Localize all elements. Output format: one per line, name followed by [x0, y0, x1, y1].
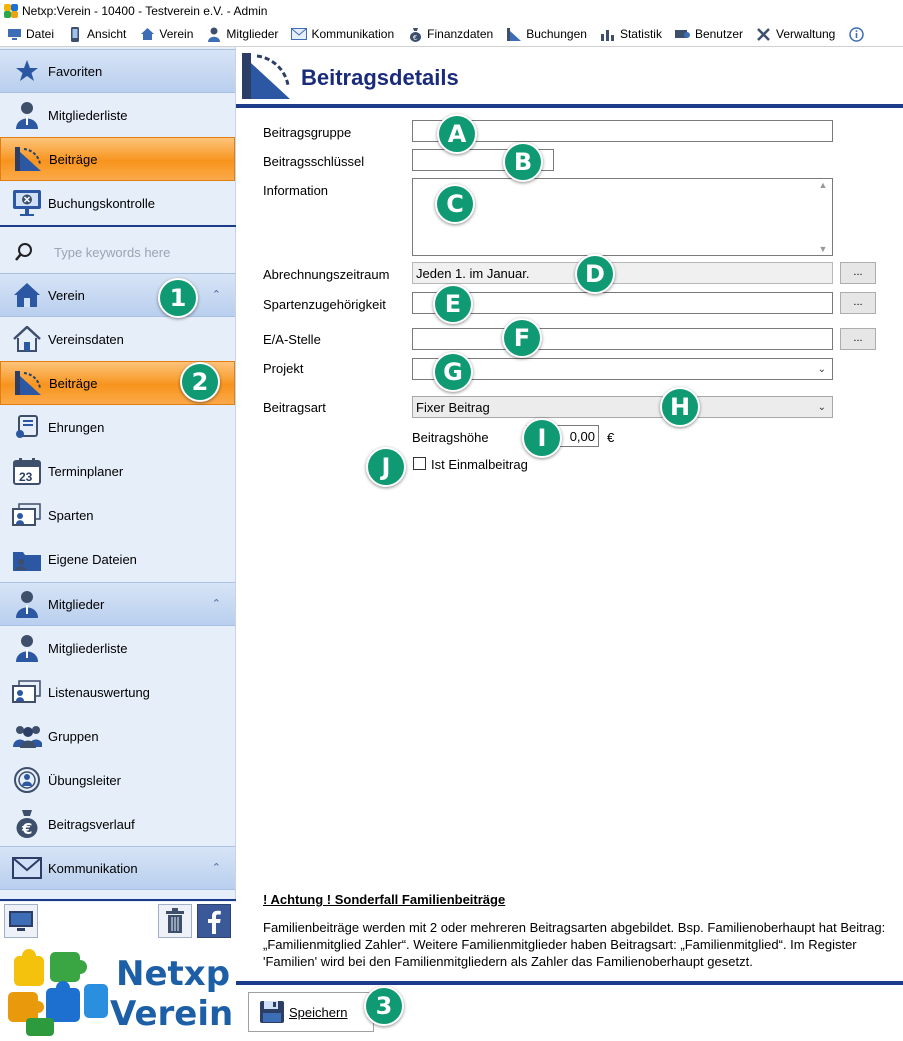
person-icon: [206, 26, 222, 42]
annotation-badge-3: 3: [364, 986, 404, 1026]
monitor-icon: [8, 910, 34, 932]
save-button[interactable]: Speichern: [248, 992, 374, 1032]
sidebar-item-fav-buchungskontrolle[interactable]: Buchungskontrolle: [0, 181, 235, 225]
abrechnungszeitraum-browse-button[interactable]: ...: [840, 262, 876, 284]
menu-bar: [0, 22, 903, 47]
users-icon: [675, 26, 691, 42]
search-icon: [14, 242, 34, 262]
label-projekt: Projekt: [263, 361, 304, 376]
scroll-down-icon[interactable]: ▼: [818, 244, 828, 254]
sidebar-item-fav-beitraege[interactable]: Beiträge: [0, 137, 235, 181]
trash-icon: [165, 908, 185, 934]
calendar-icon: [12, 456, 42, 486]
einmalbeitrag-checkbox[interactable]: [413, 457, 426, 470]
label-abrechnungszeitraum: Abrechnungszeitraum: [263, 267, 390, 282]
sidebar-item-terminplaner[interactable]: 23 Terminplaner: [0, 449, 235, 493]
home-outline-icon: [12, 324, 42, 354]
menu-buchungen[interactable]: Buchungen: [506, 26, 587, 42]
header-rule: [236, 104, 903, 108]
sidebar-section-kommunikation[interactable]: Kommunikation ⌃: [0, 846, 235, 890]
sidebar-item-beitragsverlauf[interactable]: € Beitragsverlauf: [0, 802, 235, 846]
label-beitragshoehe: Beitragshöhe: [412, 430, 489, 445]
menu-mitglieder[interactable]: Mitglieder: [206, 26, 278, 42]
facebook-button[interactable]: [197, 904, 231, 938]
money-bag-icon: [407, 26, 423, 42]
bar-chart-icon: [600, 26, 616, 42]
contribution-icon: [240, 51, 292, 101]
trash-button[interactable]: [158, 904, 192, 938]
label-beitragsgruppe: Beitragsgruppe: [263, 125, 352, 140]
certificate-icon: [12, 412, 42, 442]
tools-icon: [756, 26, 772, 42]
beitragshoehe-input[interactable]: 0,00: [526, 425, 599, 447]
main-content: [236, 47, 903, 1041]
id-cards-icon: [12, 500, 42, 530]
sidebar-item-sparten[interactable]: Sparten: [0, 493, 235, 537]
id-cards-icon: [12, 677, 42, 707]
menu-benutzer[interactable]: Benutzer: [675, 26, 743, 42]
home-icon: [12, 280, 42, 310]
label-einmalbeitrag: Ist Einmalbeitrag: [431, 457, 528, 472]
beitragsart-select[interactable]: [412, 396, 833, 418]
menu-datei[interactable]: Datei: [6, 26, 54, 42]
beitragsart-selected: Fixer Beitrag: [416, 399, 490, 415]
logo-text-netxp: Netxp: [116, 954, 231, 994]
window-title: Netxp:Verein - 10400 - Testverein e.V. - Admin: [22, 4, 268, 18]
sidebar-item-ehrungen[interactable]: Ehrungen: [0, 405, 235, 449]
page-title: Beitragsdetails: [301, 65, 459, 90]
annotation-badge-b: B: [503, 142, 543, 182]
svg-text:23: 23: [19, 470, 33, 484]
chevron-down-icon: ⌄: [817, 363, 826, 375]
person-icon: [12, 100, 42, 130]
sidebar-section-verein[interactable]: Verein ⌃: [0, 273, 235, 317]
annotation-badge-f: F: [502, 318, 542, 358]
sidebar-divider: [0, 899, 236, 901]
notice-title: ! Achtung ! Sonderfall Familienbeiträge: [263, 892, 506, 907]
info-icon: [848, 26, 864, 42]
svg-text:€: €: [412, 34, 417, 42]
folder-icon: [12, 544, 42, 574]
information-textarea[interactable]: [412, 178, 833, 256]
textarea-scrollbar[interactable]: [815, 180, 831, 254]
label-ea-stelle: E/A-Stelle: [263, 332, 321, 347]
abrechnungszeitraum-field: Jeden 1. im Januar.: [412, 262, 833, 284]
label-beitragsschluessel: Beitragsschlüssel: [263, 154, 365, 169]
contribution-icon: [13, 368, 43, 398]
footer-rule: [236, 981, 903, 985]
contribution-icon: [13, 144, 43, 174]
projekt-select[interactable]: [412, 358, 833, 380]
sidebar-item-uebungsleiter[interactable]: Übungsleiter: [0, 758, 235, 802]
annotation-badge-a: A: [437, 114, 477, 154]
collapse-chevron-icon[interactable]: ⌃: [211, 862, 221, 874]
ea-stelle-input[interactable]: [412, 328, 833, 350]
sidebar-section-favoriten[interactable]: Favoriten: [0, 49, 235, 93]
home-icon: [139, 26, 155, 42]
page-header: [236, 47, 903, 105]
annotation-badge-h: H: [660, 387, 700, 427]
envelope-icon: [291, 26, 307, 42]
annotation-badge-1: 1: [158, 278, 198, 318]
person-icon: [12, 633, 42, 663]
sidebar-item-vereinsdaten[interactable]: Vereinsdaten: [0, 317, 235, 361]
annotation-badge-c: C: [435, 184, 475, 224]
star-icon: [12, 56, 42, 86]
chevron-down-icon: ⌄: [817, 401, 826, 413]
logo-text-verein: Verein: [110, 994, 234, 1034]
phone-icon: [67, 26, 83, 42]
collapse-chevron-icon[interactable]: ⌃: [211, 289, 221, 301]
currency-symbol: €: [607, 430, 615, 445]
sidebar-item-listenauswertung[interactable]: Listenauswertung: [0, 670, 235, 714]
label-spartenzugehoerigkeit: Spartenzugehörigkeit: [263, 297, 386, 312]
money-bag-icon: [12, 809, 42, 839]
puzzle-logo-icon: [6, 948, 112, 1038]
sidebar-item-gruppen[interactable]: Gruppen: [0, 714, 235, 758]
sidebar-item-beitraege[interactable]: Beiträge: [0, 361, 235, 405]
svg-text:€: €: [22, 820, 33, 838]
sidebar-item-mitgliederliste[interactable]: Mitgliederliste: [0, 626, 235, 670]
annotation-badge-j: J: [366, 447, 406, 487]
annotation-badge-g: G: [433, 352, 473, 392]
search-input[interactable]: Type keywords here: [54, 244, 171, 260]
monitor-icon: [6, 26, 22, 42]
annotation-badge-e: E: [433, 284, 473, 324]
group-icon: [12, 721, 42, 751]
menu-verein[interactable]: Verein: [139, 26, 193, 42]
sidebar-item-eigene-dateien[interactable]: Eigene Dateien: [0, 537, 235, 581]
annotation-badge-d: D: [575, 254, 615, 294]
floppy-disk-icon: [259, 1000, 285, 1024]
label-beitragsart: Beitragsart: [263, 400, 326, 415]
menu-verwaltung[interactable]: Verwaltung: [756, 26, 835, 42]
sidebar-search[interactable]: [0, 231, 235, 273]
menu-finanzdaten[interactable]: € Finanzdaten: [407, 26, 493, 42]
app-logo-icon: [4, 4, 18, 18]
ea-stelle-browse-button[interactable]: ...: [840, 328, 876, 350]
notice-text: Familienbeiträge werden mit 2 oder mehreren Beitragsarten abgebildet. Bsp. Familienoberhaupt hat Beitrag: „Familienmitglied Zahler“. Weitere Familienmitglieder haben Beitragsart: „Familienmitglied“. Im Register 'Familien' wird bei den Familienmitgliedern als Zahler das Familienoberhaupt gesetzt.: [263, 920, 886, 969]
envelope-icon: [12, 853, 42, 883]
annotation-badge-i: I: [522, 418, 562, 458]
menu-ansicht[interactable]: Ansicht: [67, 26, 126, 42]
monitor-check-icon: [12, 188, 42, 218]
sidebar-footer: [0, 902, 236, 1041]
collapse-chevron-icon[interactable]: ⌃: [211, 598, 221, 610]
menu-info[interactable]: [848, 26, 868, 42]
coach-icon: [12, 765, 42, 795]
sidebar-item-fav-mitgliederliste[interactable]: Mitgliederliste: [0, 93, 235, 137]
bookings-icon: [506, 26, 522, 42]
spartenzugehoerigkeit-input[interactable]: [412, 292, 833, 314]
menu-statistik[interactable]: Statistik: [600, 26, 662, 42]
menu-kommunikation[interactable]: Kommunikation: [291, 26, 394, 42]
sidebar-section-mitglieder[interactable]: Mitglieder ⌃: [0, 582, 235, 626]
spartenzugehoerigkeit-browse-button[interactable]: ...: [840, 292, 876, 314]
label-information: Information: [263, 183, 329, 198]
sidebar-divider: [0, 225, 236, 227]
facebook-icon: [202, 908, 226, 934]
person-icon: [12, 589, 42, 619]
screen-button[interactable]: [4, 904, 38, 938]
title-bar: [0, 0, 903, 22]
annotation-badge-2: 2: [180, 362, 220, 402]
scroll-up-icon[interactable]: ▲: [818, 180, 828, 190]
sidebar: [0, 47, 236, 1041]
